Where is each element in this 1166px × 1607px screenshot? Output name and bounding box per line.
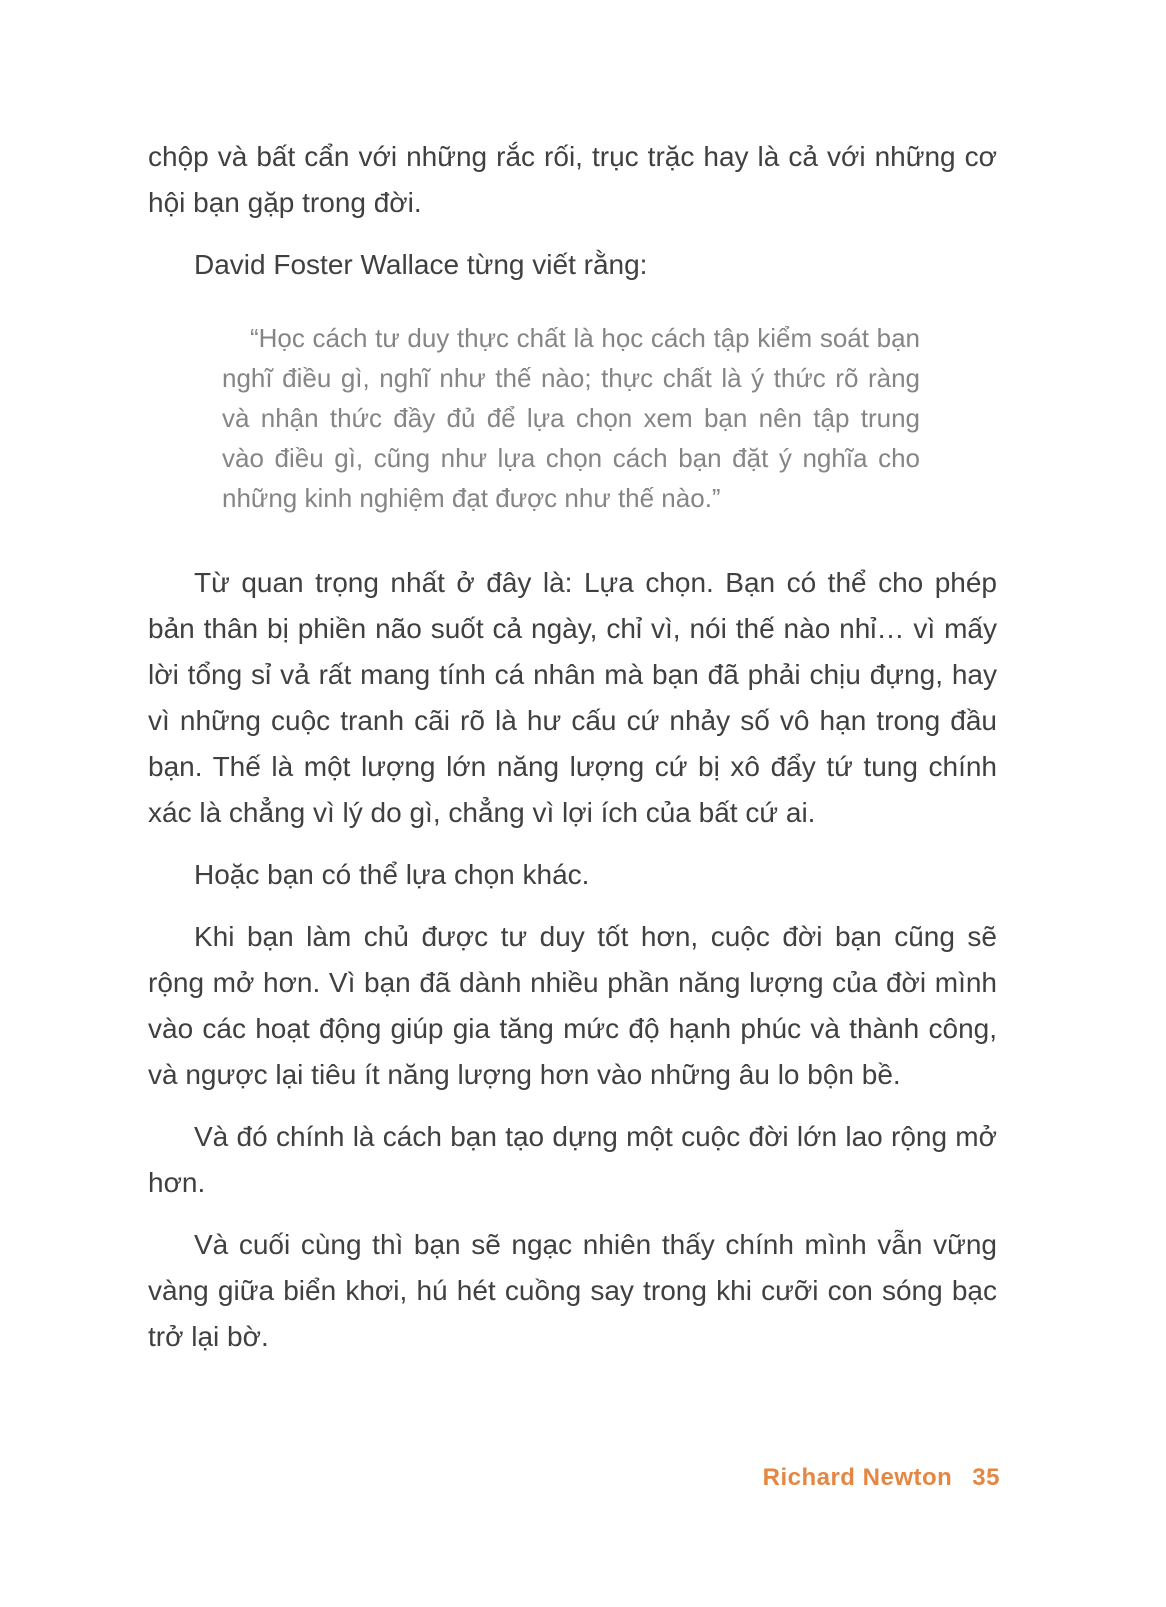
paragraph-body: Và đó chính là cách bạn tạo dựng một cuộc đời lớn lao rộng mở hơn.	[148, 1121, 997, 1198]
page-content	[148, 134, 997, 1376]
paragraph-body: Và cuối cùng thì bạn sẽ ngạc nhiên thấy chính mình vẫn vững vàng giữa biển khơi, hú hét cuồng say trong khi cưỡi con sóng bạc trở lại bờ.	[148, 1229, 997, 1352]
paragraph-body: Từ quan trọng nhất ở đây là: Lựa chọn. Bạn có thể cho phép bản thân bị phiền não suốt cả ngày, chỉ vì, nói thế nào nhỉ… vì mấy lời tổng sỉ vả rất mang tính cá nhân mà bạn đã phải chịu đựng, hay vì những cuộc tranh cãi rõ là hư cấu cứ nhảy số vô hạn trong đầu bạn. Thế là một lượng lớn năng lượng cứ bị xô đẩy tứ tung chính xác là chẳng vì lý do gì, chẳng vì lợi ích của bất cứ ai.	[148, 567, 997, 828]
block-quote: “Học cách tư duy thực chất là học cách tập kiểm soát bạn nghĩ điều gì, nghĩ như thế nào; thực chất là ý thức rõ ràng và nhận thức đầy đủ để lựa chọn xem bạn nên tập trung vào điều gì, cũng như lựa chọn cách bạn đặt ý nghĩa cho những kinh nghiệm đạt được như thế nào.”	[222, 323, 920, 513]
paragraph-continuation: chộp và bất cẩn với những rắc rối, trục trặc hay là cả với những cơ hội bạn gặp trong đời.	[148, 141, 997, 218]
paragraph-body: Hoặc bạn có thể lựa chọn khác.	[194, 859, 590, 890]
page-number: 35	[972, 1464, 1000, 1491]
page-footer	[763, 1464, 1000, 1492]
paragraph-body: Khi bạn làm chủ được tư duy tốt hơn, cuộc đời bạn cũng sẽ rộng mở hơn. Vì bạn đã dành nhiều phần năng lượng của đời mình vào các hoạt động giúp gia tăng mức độ hạnh phúc và thành công, và ngược lại tiêu ít năng lượng hơn vào những âu lo bộn bề.	[148, 921, 997, 1090]
author-name: Richard Newton	[762, 1464, 953, 1491]
paragraph-quote-lead-in: David Foster Wallace từng viết rằng:	[194, 249, 648, 280]
